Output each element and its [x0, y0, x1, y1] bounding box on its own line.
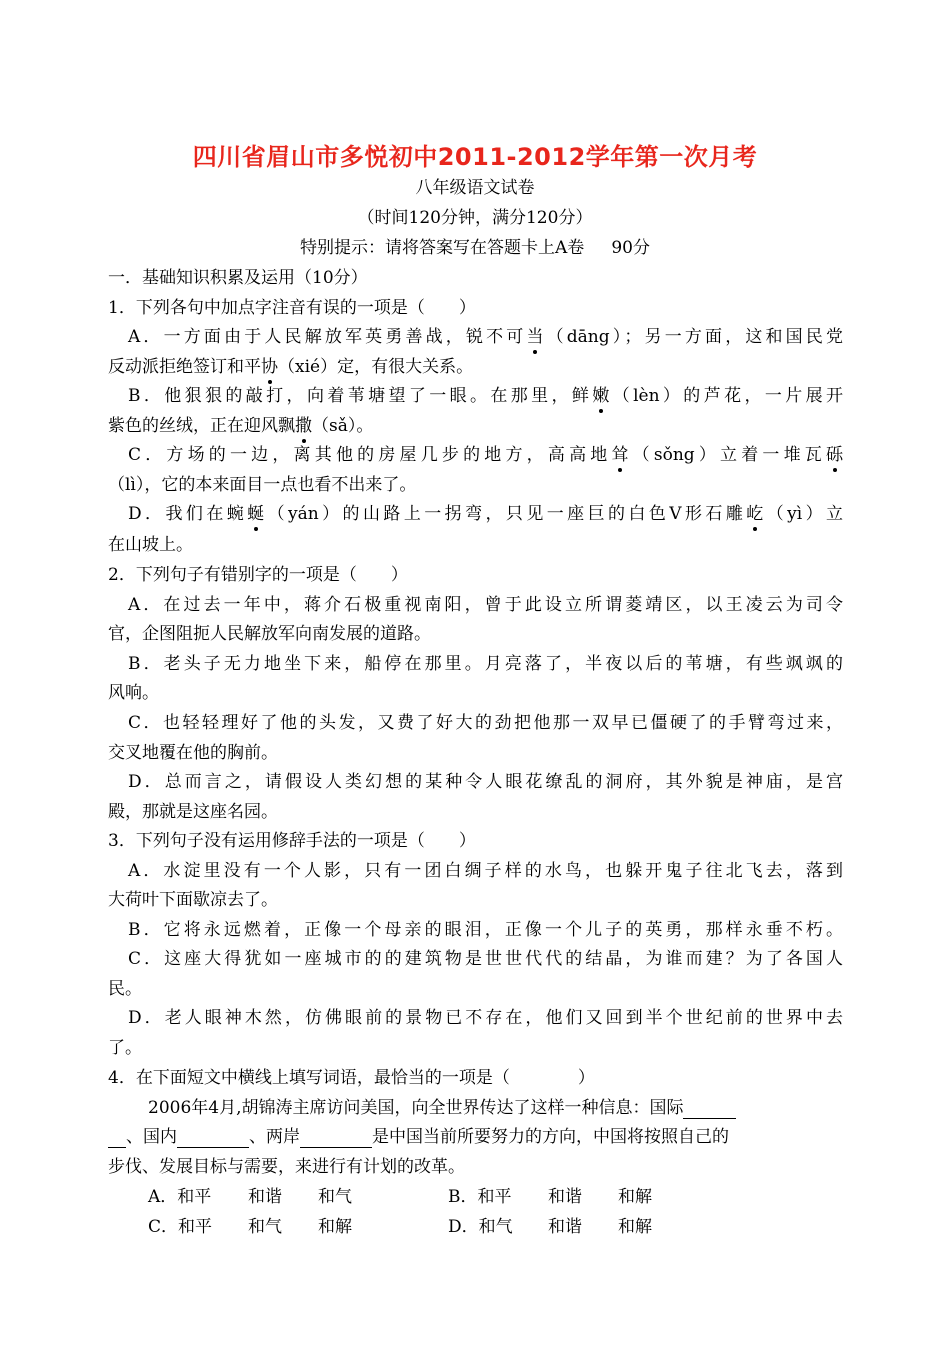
fill-blank: [108, 1127, 126, 1148]
q2-option-a-line2: 官，企图阻扼人民解放军向南发展的道路。: [108, 624, 431, 644]
time-info: （时间120分钟，满分120分）: [357, 208, 593, 228]
q3-option-a-line2: 大荷叶下面歇凉去了。: [108, 890, 278, 910]
q2-option-b-line1: B．老头子无力地坐下来，船停在那里。月亮落了，半夜以后的苇塘，有些飒飒的: [128, 654, 843, 674]
q4-option-a-word1: A．和平: [148, 1187, 212, 1207]
q1-b-text: B．他狠狠的敲打，向着苇塘望了一眼。在那里，鲜: [128, 386, 593, 406]
section-heading: 一．基础知识积累及运用（10分）: [108, 268, 368, 288]
q2-option-d-line1: D．总而言之，请假设人类幻想的某种令人眼花缭乱的洞府，其外貌是神庙，是宫: [128, 772, 843, 792]
q1-stem: 1．下列各句中加点字注音有误的一项是（ ）: [108, 298, 476, 318]
q3-option-a-line1: A．水淀里没有一个人影，只有一团白绸子样的水鸟，也躲开鬼子往北飞去，落到: [128, 861, 843, 881]
special-note: 特别提示：请将答案写在答题卡上A卷 90分: [300, 238, 650, 258]
q1-option-c-line1: [128, 440, 843, 465]
q4-passage-text: 、两岸: [249, 1127, 300, 1147]
dotted-char: 耸: [611, 440, 628, 465]
q4-option-c-word2: 和气: [248, 1217, 282, 1237]
q4-passage-line2: [108, 1122, 729, 1148]
fill-blank: [300, 1127, 372, 1148]
dotted-char: 撒: [295, 411, 312, 436]
q3-option-b-line1: B．它将永远燃着，正像一个母亲的眼泪，正像一个儿子的英勇，那样永垂不朽。: [128, 920, 843, 940]
exam-title: 四川省眉山市多悦初中2011-2012学年第一次月考: [192, 143, 758, 171]
dotted-char: 嫩: [592, 381, 609, 406]
q4-passage-text: 是中国当前所要努力的方向，中国将按照自己的: [372, 1127, 729, 1147]
q1-d-text: D．我们在蜿: [128, 504, 248, 524]
q4-option-b-word1: B．和平: [448, 1187, 512, 1207]
dotted-char: 当: [526, 322, 543, 347]
q4-option-b-word3: 和解: [618, 1187, 652, 1207]
q1-option-b-line1: [128, 381, 843, 406]
exam-subtitle: 八年级语文试卷: [415, 178, 535, 198]
q1-option-a-line2: [108, 352, 473, 377]
q4-passage-line3: 步伐、发展目标与需要，来进行有计划的改革。: [108, 1157, 465, 1177]
q1-c-text: C．方场的一边，离其他的房屋几步的地方，高高地: [128, 445, 612, 465]
fill-blank: [683, 1098, 736, 1119]
q4-options-row2: [148, 1212, 652, 1237]
q1-d-text: （yì）立: [763, 504, 843, 524]
q3-option-d-line1: D．老人眼神木然，仿佛眼前的景物已不存在，他们又回到半个世纪前的世界中去: [128, 1008, 843, 1028]
dotted-char: 屹: [746, 499, 763, 524]
q1-a-text: （dāng）；另一方面，这和国民党: [543, 327, 843, 347]
q1-option-a-line1: [128, 322, 843, 347]
q4-stem: 4．在下面短文中横线上填写词语，最恰当的一项是（ ）: [108, 1068, 595, 1088]
q1-c-text: （sǒng）立着一堆瓦: [628, 445, 826, 465]
q1-a-text: 反动派拒绝签订和平: [108, 357, 261, 377]
q3-stem: 3．下列句子没有运用修辞手法的一项是（ ）: [108, 831, 476, 851]
q2-stem: 2．下列句子有错别字的一项是（ ）: [108, 565, 408, 585]
q4-passage-line1: [148, 1093, 736, 1119]
q1-b-text: （lèn）的芦花，一片展开: [609, 386, 843, 406]
q1-option-b-line2: [108, 411, 373, 436]
q1-b-text: （sǎ）。: [312, 416, 374, 436]
q4-option-a-word3: 和气: [318, 1187, 352, 1207]
q3-option-c-line1: C．这座大得犹如一座城市的的建筑物是世世代代的结晶，为谁而建？为了各国人: [128, 949, 843, 969]
q3-option-c-line2: 民。: [108, 979, 142, 999]
q1-b-text: 紫色的丝绒，正在迎风飘: [108, 416, 295, 436]
q3-option-d-line2: 了。: [108, 1038, 142, 1058]
q4-option-c-word1: C．和平: [148, 1217, 213, 1237]
q1-a-text: （xié）定，有很大关系。: [278, 357, 474, 377]
dotted-char: 蜒: [247, 499, 264, 524]
q4-option-a-word2: 和谐: [248, 1187, 282, 1207]
q2-option-d-line2: 殿，那就是这座名园。: [108, 802, 278, 822]
q4-option-d-word2: 和谐: [548, 1217, 582, 1237]
fill-blank: [177, 1127, 249, 1148]
q4-options-row1: [148, 1182, 652, 1207]
q2-option-c-line1: C．也轻轻理好了他的头发，又费了好大的劲把他那一双早已僵硬了的手臂弯过来，: [128, 713, 843, 733]
q4-passage-text: 、国内: [126, 1127, 177, 1147]
q4-option-b-word2: 和谐: [548, 1187, 582, 1207]
dotted-char: 砾: [826, 440, 843, 465]
q1-option-d-line2: 在山坡上。: [108, 535, 193, 555]
q1-a-text: A．一方面由于人民解放军英勇善战，锐不可: [128, 327, 527, 347]
q2-option-c-line2: 交叉地覆在他的胸前。: [108, 743, 278, 763]
q2-option-a-line1: A．在过去一年中，蒋介石极重视南阳，曾于此设立所谓菱靖区，以王凌云为司令: [128, 595, 843, 615]
q2-option-b-line2: 风响。: [108, 683, 159, 703]
q1-d-text: （yán）的山路上一拐弯，只见一座巨的白色V形石雕: [264, 504, 747, 524]
q4-passage-text: 2006年4月,胡锦涛主席访问美国，向全世界传达了这样一种信息：国际: [148, 1098, 684, 1118]
q4-option-d-word1: D．和气: [448, 1217, 513, 1237]
q1-option-d-line1: [128, 499, 843, 524]
q4-option-d-word3: 和解: [618, 1217, 652, 1237]
q4-option-c-word3: 和解: [318, 1217, 352, 1237]
q1-option-c-line2: （lì），它的本来面目一点也看不出来了。: [108, 475, 417, 495]
dotted-char: 协: [261, 352, 278, 377]
